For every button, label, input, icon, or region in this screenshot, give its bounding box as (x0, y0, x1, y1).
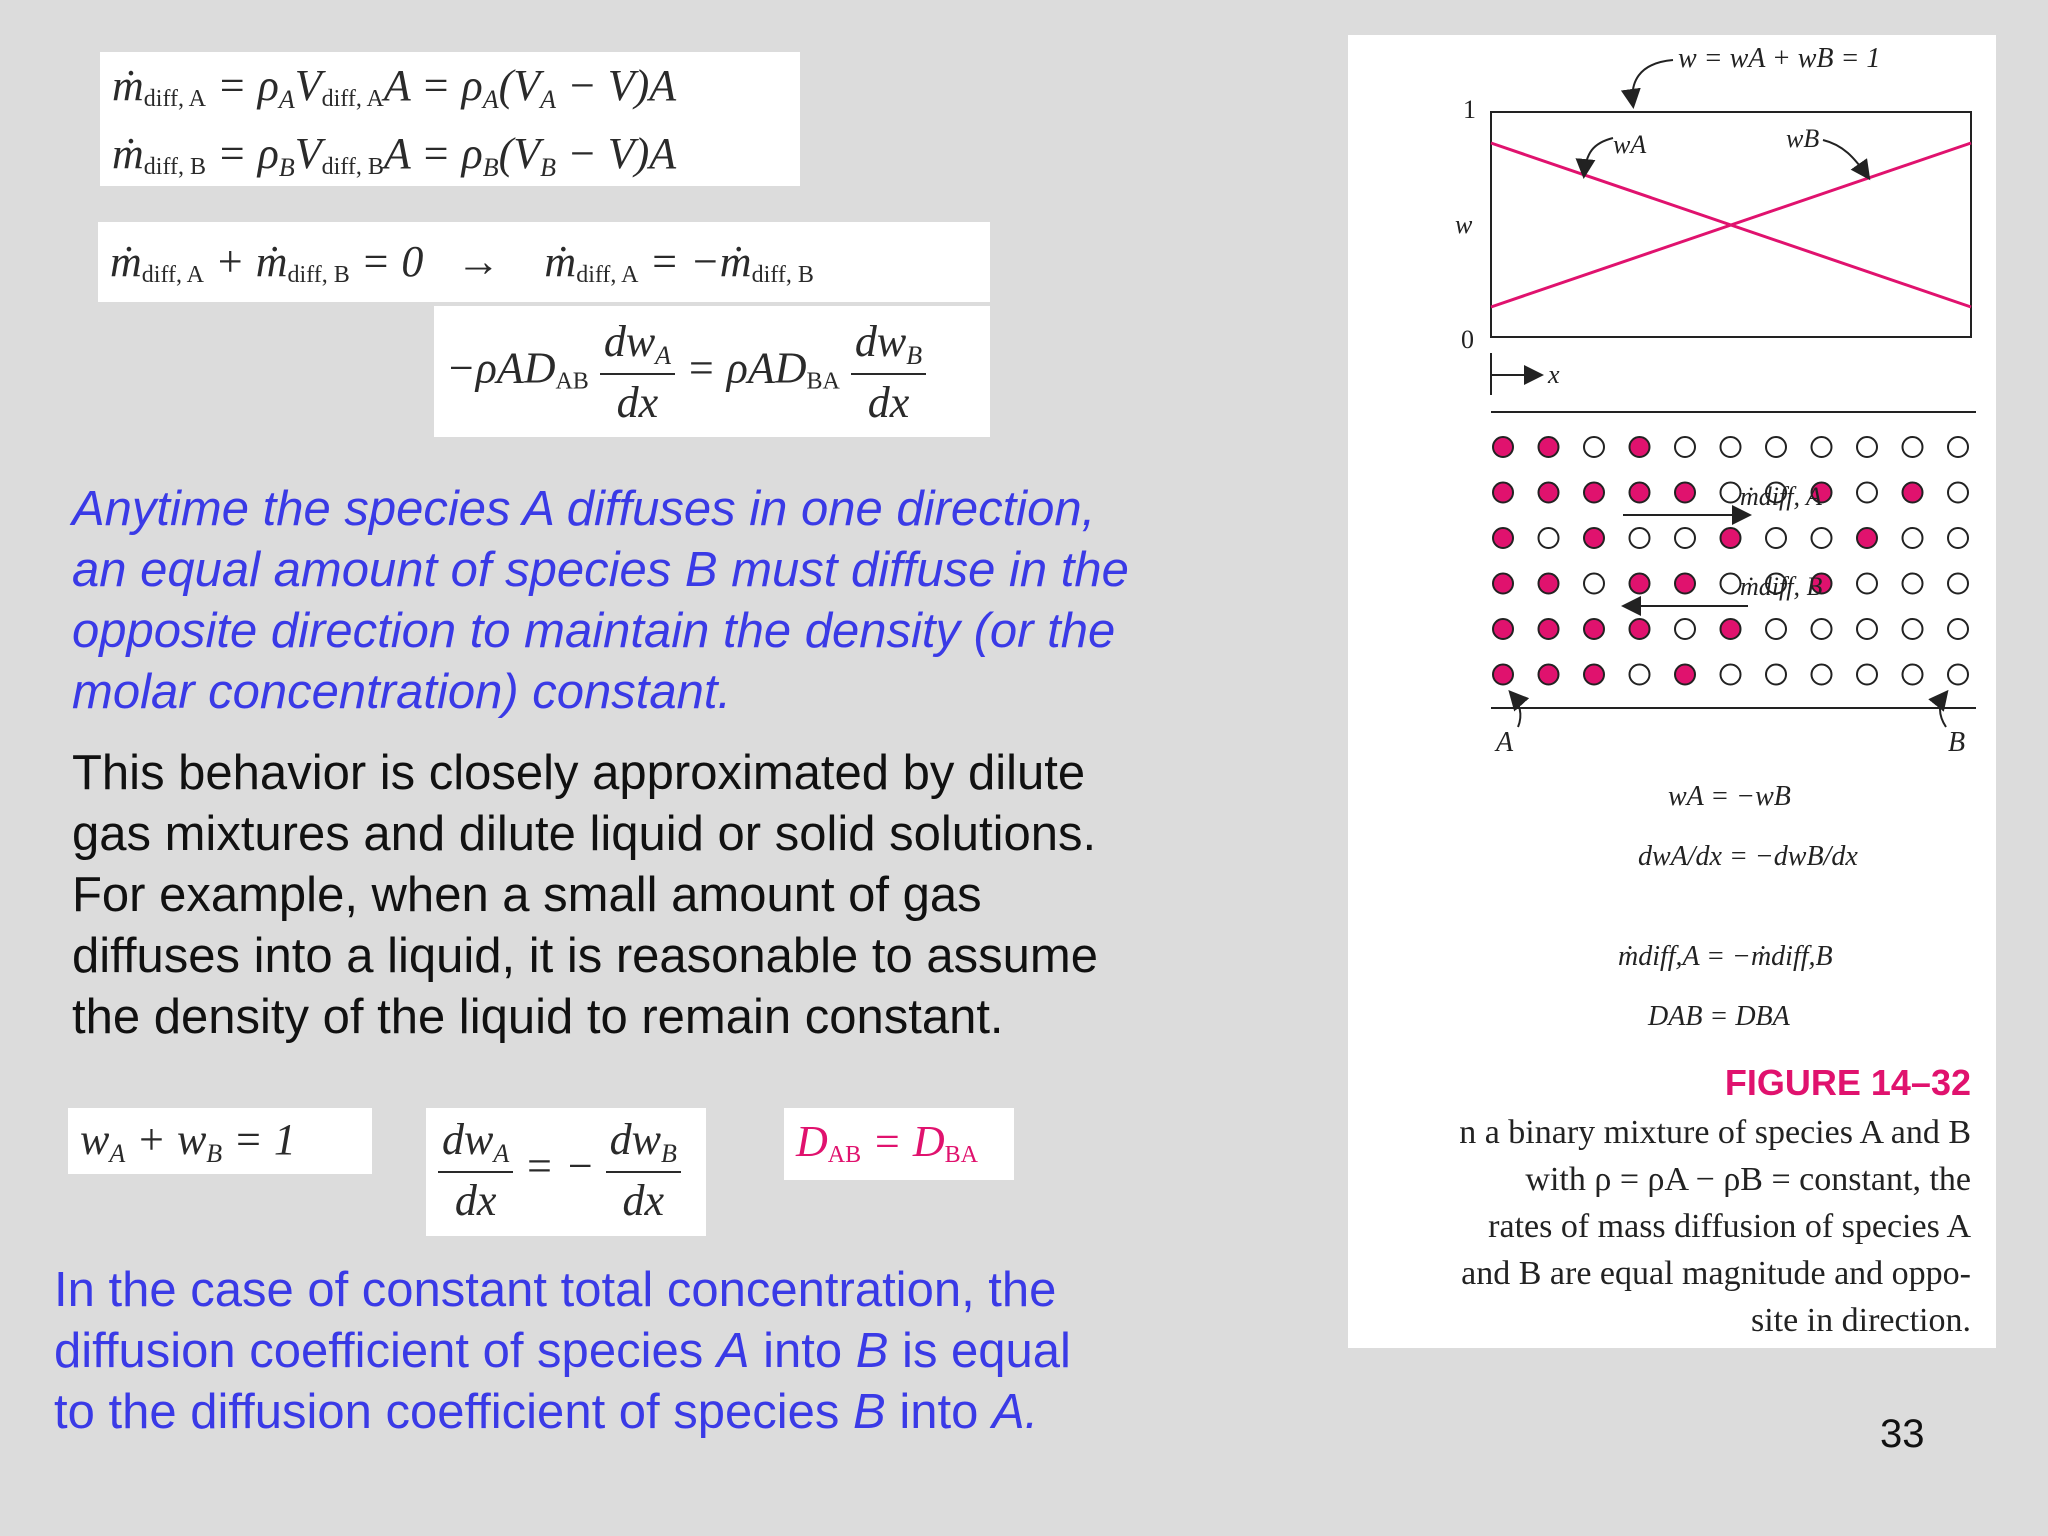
particle-species-a (1630, 483, 1650, 503)
text-run: to the diffusion coefficient of species (54, 1385, 854, 1439)
particle-species-a (1675, 665, 1695, 685)
particle-species-b (1903, 574, 1923, 594)
paragraph-bottom-line (54, 1382, 1071, 1443)
paragraph-italic-line: molar concentration) constant. (72, 665, 732, 719)
figure-panel (1348, 35, 1996, 1348)
paragraph-plain-line: For example, when a small amount of gas (72, 868, 982, 922)
particle-species-b (1857, 437, 1877, 457)
particle-species-b (1630, 665, 1650, 685)
wB-arrow (1823, 140, 1868, 177)
particle-species-a (1493, 483, 1513, 503)
paragraph-bottom-line: In the case of constant total concentration, the (54, 1263, 1057, 1317)
equation-box-dab (784, 1108, 1014, 1180)
caption-line: rates of mass diffusion of species A (1488, 1208, 1971, 1245)
paragraph-plain (72, 743, 1098, 1048)
page-number: 33 (1880, 1412, 1925, 1456)
y-top-label: 1 (1463, 95, 1476, 124)
particle-species-b (1903, 437, 1923, 457)
particle-species-a (1584, 483, 1604, 503)
text-run: into (749, 1324, 856, 1378)
paragraph-plain-line: gas mixtures and dilute liquid or solid solutions. (72, 807, 1097, 861)
particle-species-b (1857, 483, 1877, 503)
equation-box-sum-zero (98, 222, 990, 302)
paragraph-bottom-line (54, 1321, 1071, 1382)
equation-sum-zero: ṁ$_{diff, A}$ + ṁ$_{diff, B}$ = 0 → ṁ$_{diff, A}$ = −ṁ$_{diff, B}$ (110, 237, 814, 288)
paragraph-italic-line: an equal amount of species B must diffuse in the (72, 543, 1129, 597)
equation-wsum: wA + wB = 1 (80, 1115, 296, 1168)
equation-mdot-diff-b: ṁ$_{diff, B}$ = ρBV$_{diff, B}$A = ρB(VB − V)A (112, 129, 677, 182)
particle-species-b (1812, 437, 1832, 457)
text-run: A (716, 1324, 750, 1378)
equation-dab-dba: $D_{AB} = D_{BA}$ (796, 1117, 978, 1168)
wB-label: wB (1786, 124, 1820, 153)
particle-species-b (1948, 665, 1968, 685)
particle-species-b (1584, 437, 1604, 457)
text-run: into (885, 1385, 992, 1439)
particle-species-a (1539, 437, 1559, 457)
paragraph-italic-line: opposite direction to maintain the density (or the (72, 604, 1116, 658)
particle-species-b (1630, 528, 1650, 548)
equation-box-dw-relation (426, 1108, 706, 1236)
particle-species-b (1948, 483, 1968, 503)
end-b-label: B (1948, 727, 1966, 758)
top-label-arrow (1632, 60, 1673, 105)
equation-mdot-diff-a: ṁ$_{diff, A}$ = ρAV$_{diff, A}$A = ρA(VA − V)A (112, 61, 677, 114)
figure-eq2: dwA/dx = −dwB/dx (1638, 841, 1858, 872)
particle-species-a (1675, 574, 1695, 594)
particle-species-a (1493, 437, 1513, 457)
particle-species-b (1766, 619, 1786, 639)
particle-species-a (1493, 528, 1513, 548)
end-a-arrow (1511, 693, 1520, 727)
figure-eq1: wA = −wB (1668, 781, 1791, 812)
paragraph-italic-line: Anytime the species A diffuses in one direction, (72, 482, 1096, 536)
figure-caption (1459, 1114, 1971, 1339)
paragraph-bottom (54, 1260, 1071, 1443)
figure-top-label: w = wA + wB = 1 (1678, 43, 1881, 74)
particle-species-a (1721, 619, 1741, 639)
text-run: B (855, 1324, 889, 1378)
particle-species-b (1721, 574, 1741, 594)
particle-species-a (1584, 528, 1604, 548)
caption-line: site in direction. (1750, 1302, 1971, 1339)
y-bottom-label: 0 (1461, 325, 1474, 354)
particle-species-b (1903, 528, 1923, 548)
particle-species-b (1675, 619, 1695, 639)
particle-species-a (1630, 619, 1650, 639)
particle-species-b (1948, 619, 1968, 639)
particle-species-b (1675, 437, 1695, 457)
equation-box-fick (434, 306, 990, 437)
particle-species-a (1903, 483, 1923, 503)
text-run: diffusion coefficient of species (54, 1324, 717, 1378)
equation-dw-relation: $\frac{\text{dwA}}{dx}$ = − $\frac{\text{dwB}}{dx}$ (438, 1118, 681, 1223)
x-axis-label: x (1548, 360, 1560, 389)
particle-grid (1493, 437, 1968, 685)
particle-species-b (1857, 574, 1877, 594)
particle-species-a (1857, 528, 1877, 548)
particle-species-b (1766, 437, 1786, 457)
particle-species-b (1948, 528, 1968, 548)
wA-label: wA (1613, 130, 1647, 159)
particle-species-b (1675, 528, 1695, 548)
equation-box-mdot-diff (100, 52, 800, 186)
particle-species-a (1539, 619, 1559, 639)
particle-species-b (1948, 574, 1968, 594)
paragraph-plain-line: the density of the liquid to remain constant. (72, 990, 1004, 1044)
paragraph-italic (72, 479, 1129, 723)
particle-species-b (1903, 619, 1923, 639)
caption-line: with ρ = ρA − ρB = constant, the (1525, 1161, 1971, 1198)
particle-species-a (1539, 483, 1559, 503)
particle-species-b (1721, 437, 1741, 457)
particle-species-b (1857, 665, 1877, 685)
caption-line: n a binary mixture of species A and B (1459, 1114, 1971, 1151)
particle-species-a (1539, 574, 1559, 594)
particle-species-b (1812, 619, 1832, 639)
particle-species-b (1721, 665, 1741, 685)
particle-species-a (1584, 665, 1604, 685)
particle-species-a (1584, 619, 1604, 639)
particle-species-b (1721, 483, 1741, 503)
particle-species-a (1493, 665, 1513, 685)
particle-species-a (1493, 619, 1513, 639)
caption-line: and B are equal magnitude and oppo- (1461, 1255, 1971, 1292)
mdiff-a-label: ṁdiff, A (1740, 482, 1822, 511)
particle-species-b (1903, 665, 1923, 685)
text-run: B (853, 1385, 886, 1439)
particle-species-a (1630, 574, 1650, 594)
paragraph-plain-line: diffuses into a liquid, it is reasonable to assume (72, 929, 1098, 983)
mdiff-b-label: ṁdiff, B (1740, 572, 1823, 601)
figure-eq3: ṁdiff,A = −ṁdiff,B (1618, 941, 1833, 972)
particle-species-b (1857, 619, 1877, 639)
text-run: A. (991, 1385, 1039, 1439)
particle-species-a (1675, 483, 1695, 503)
y-mid-label: w (1455, 210, 1473, 239)
particle-species-b (1539, 528, 1559, 548)
end-a-label: A (1496, 727, 1514, 758)
particle-species-b (1812, 665, 1832, 685)
paragraph-plain-line: This behavior is closely approximated by dilute (72, 746, 1086, 800)
particle-species-b (1812, 528, 1832, 548)
diffusion-figure (1348, 35, 1996, 1348)
equation-fick-equal: −ρAD$_{AB}$ $\frac{\text{dwA}}{dx}$ = ρAD$_{BA}$ $\frac{\text{dwB}}{dx}$ (446, 320, 926, 425)
figure-caption-title: FIGURE 14–32 (1724, 1062, 1971, 1103)
particle-species-a (1539, 665, 1559, 685)
equation-box-wsum (68, 1108, 372, 1174)
particle-species-b (1766, 528, 1786, 548)
particle-species-b (1948, 437, 1968, 457)
end-b-arrow (1940, 693, 1946, 727)
particle-species-a (1493, 574, 1513, 594)
wA-arrow (1584, 138, 1613, 175)
text-run: is equal (888, 1324, 1071, 1378)
particle-species-b (1766, 665, 1786, 685)
particle-species-a (1721, 528, 1741, 548)
particle-species-a (1630, 437, 1650, 457)
particle-species-b (1584, 574, 1604, 594)
figure-eq4: DAB = DBA (1648, 1001, 1790, 1032)
